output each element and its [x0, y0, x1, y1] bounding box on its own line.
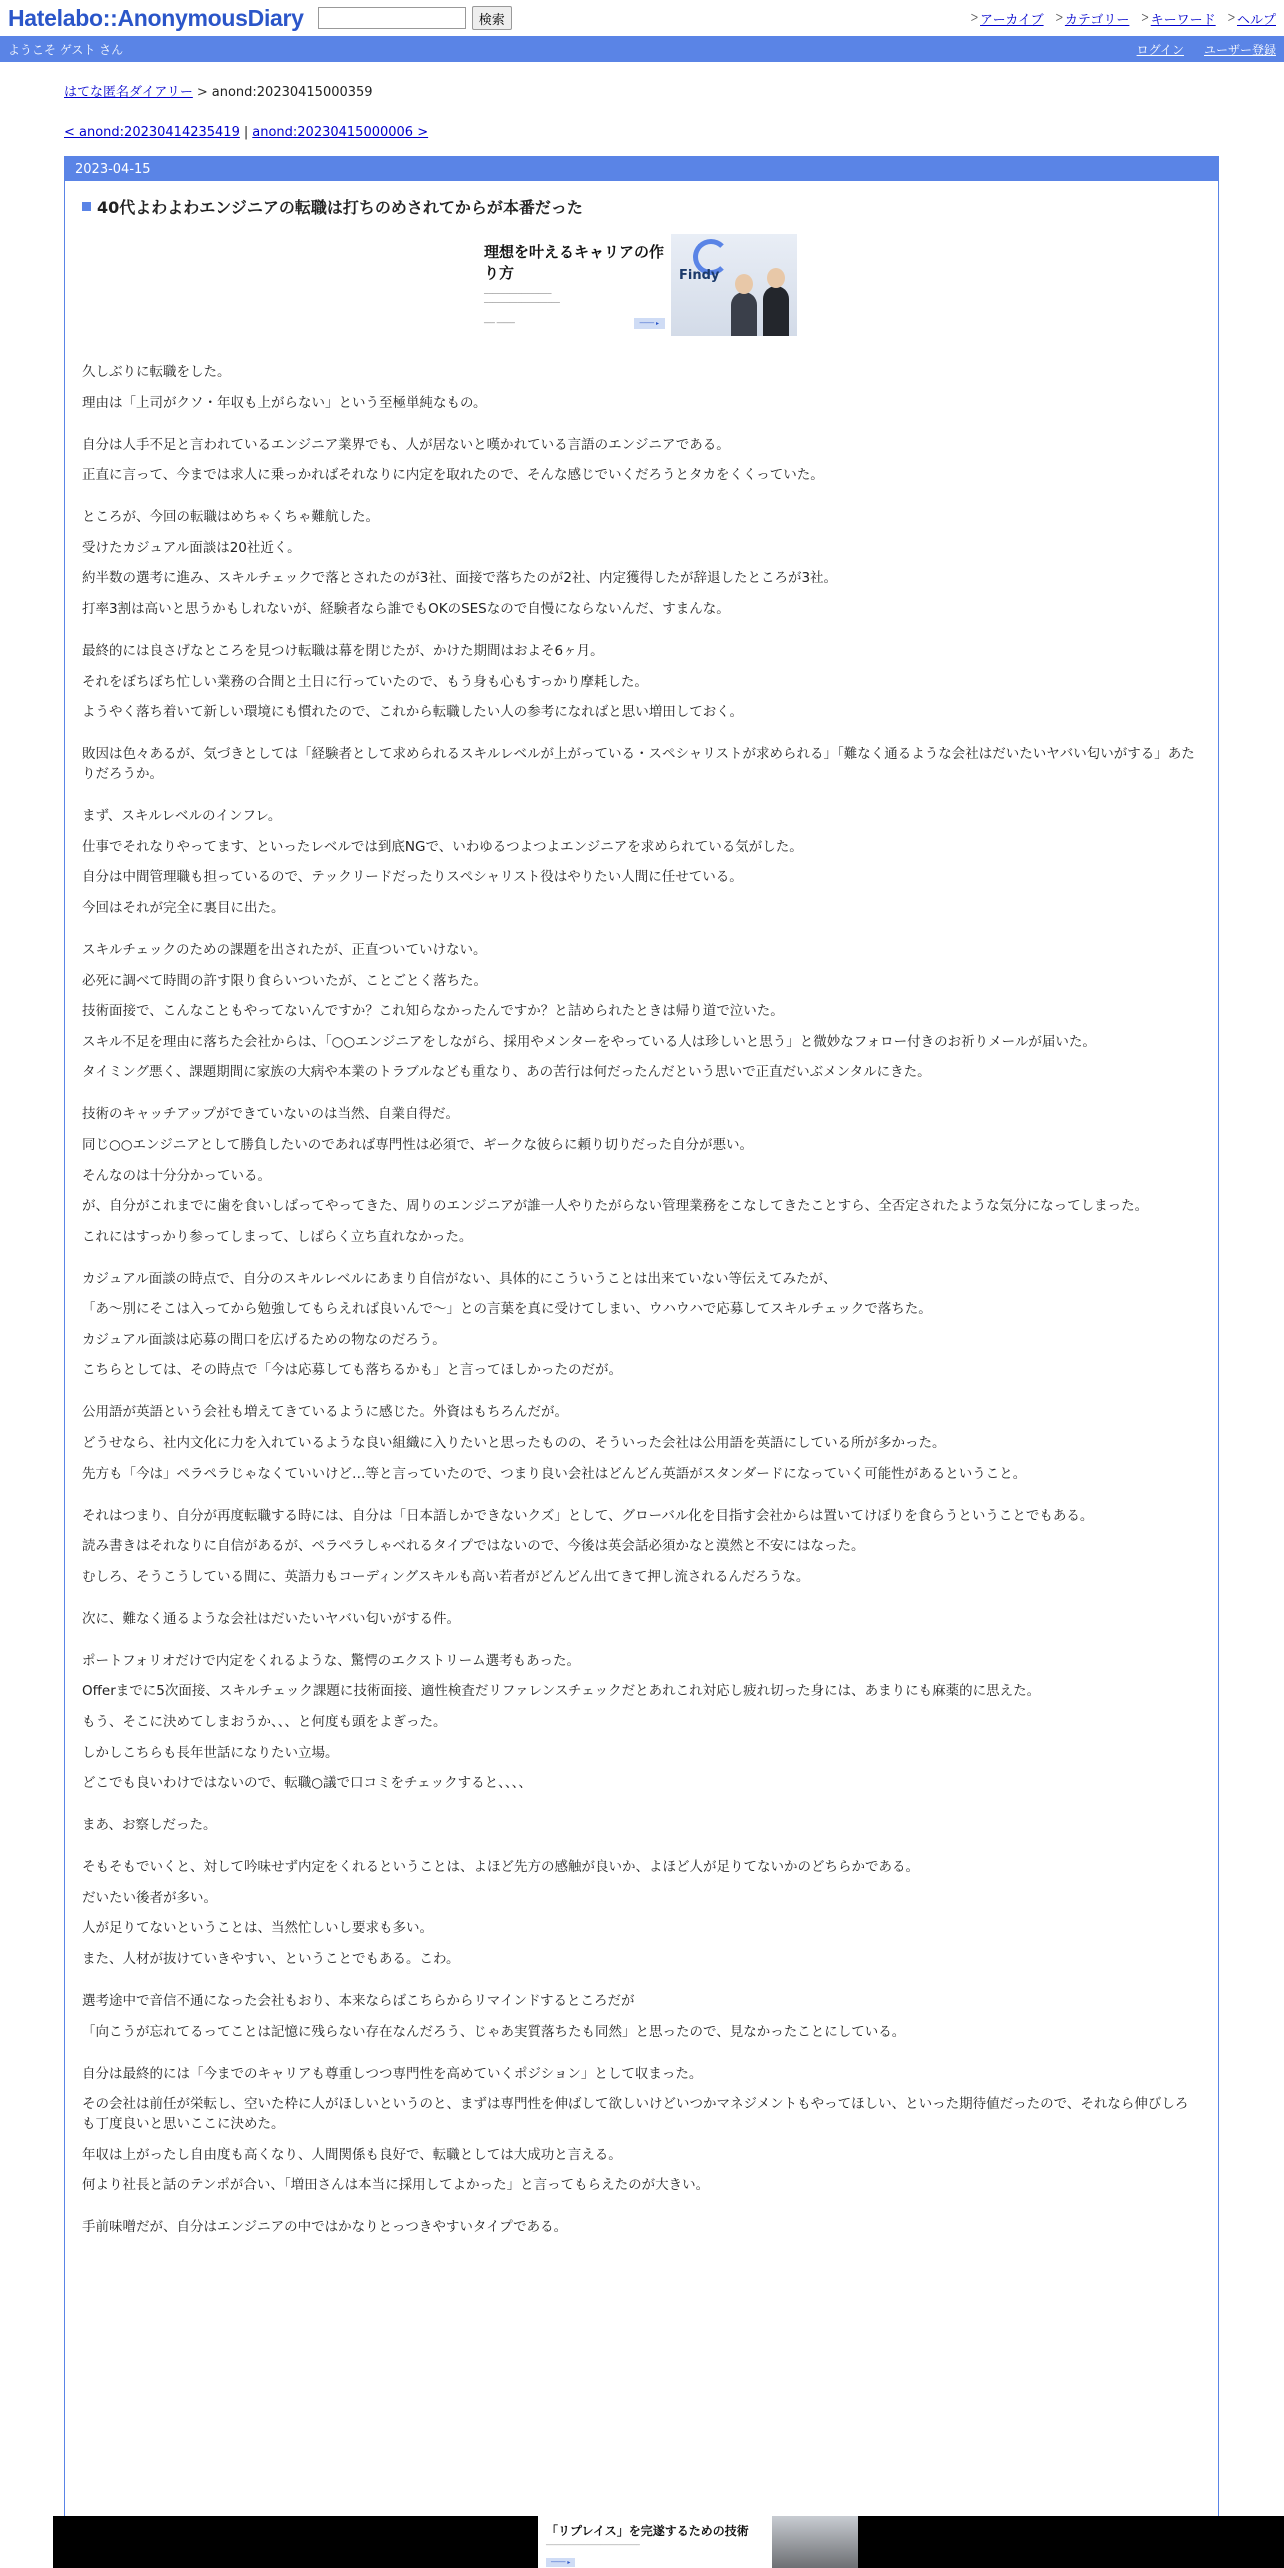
entry-paragraph: 今回はそれが完全に裏目に出た。: [82, 899, 285, 916]
entry-paragraph: 必死に調べて時間の許す限り食らいついたが、ことごとく落ちた。: [82, 972, 487, 989]
entry-paragraph: むしろ、そうこうしている間に、英語力もコーディングスキルも高い若者がどんどん出てきて押し流されるんだろうな。: [82, 1568, 810, 1585]
entry-paragraph: カジュアル面談の時点で、自分のスキルレベルにあまり自信がない、具体的にこういうことは出来ていない等伝えてみたが、: [82, 1270, 837, 1287]
register-link[interactable]: ユーザー登録: [1203, 42, 1276, 57]
user-bar: [0, 36, 1284, 62]
entry-paragraph: 「あ〜別にそこは入ってから勉強してもらえれば良いんで〜」との言葉を真に受けてしまい、ウハウハで応募してスキルチェックで落ちた。: [82, 1301, 932, 1318]
entry-paragraph: 読み書きはそれなりに自信があるが、ペラペラしゃべれるタイプではないので、今後は英会話必須かなと漠然と不安にはなった。: [82, 1538, 865, 1555]
entry-paragraph: 敗因は色々あるが、気づきとしては「経験者として求められるスキルレベルが上がっている・スペシャリストが求められる」「難なく通るような会社はだいたいヤバい匂いがする」あたりだろうか。: [82, 746, 1195, 783]
day-date: 2023-04-15: [65, 157, 1218, 181]
bottom-ad[interactable]: [538, 2516, 858, 2568]
entry-paragraph: 人が足りてないということは、当然忙しいし要求も多い。: [82, 1920, 433, 1937]
search-button[interactable]: 検索: [472, 6, 512, 30]
square-bullet-icon: [82, 202, 91, 211]
entry-paragraph: 打率3割は高いと思うかもしれないが、経験者なら誰でもOKのSESなので自慢にならないんだ、すまんな。: [82, 600, 730, 617]
entry-paragraph: これにはすっかり参ってしまって、しばらく立ち直れなかった。: [82, 1228, 473, 1245]
day-section: [64, 156, 1219, 2567]
nav-help[interactable]: [1228, 9, 1276, 28]
entry-paragraph: そんなのは十分分かっている。: [82, 1167, 271, 1184]
banner-cta-button[interactable]: ──── ▸: [634, 318, 665, 329]
nav-category[interactable]: [1056, 9, 1130, 28]
nav-keyword[interactable]: [1141, 9, 1215, 28]
entry-paragraph: ところが、今回の転職はめちゃくちゃ難航した。: [82, 509, 379, 526]
entry-paragraph: 何より社長と話のテンポが合い、「増田さんは本当に採用してよかった」と言ってもらえたのが大きい。: [82, 2177, 710, 2194]
entry-paragraph: また、人材が抜けていきやすい、ということでもある。こわ。: [82, 1951, 460, 1967]
top-nav: [971, 9, 1276, 28]
chevron-right-icon: ᐳ: [1227, 12, 1235, 24]
entry-paragraph: 受けたカジュアル面談は20社近く。: [82, 539, 301, 556]
bottom-ad-cta-button[interactable]: ──── ▸: [546, 2558, 575, 2567]
entry-paragraph: スキル不足を理由に落ちた会社からは、「○○エンジニアをしながら、採用やメンターをやっている人は珍しいと思う」と微妙なフォロー付きのお祈りメールが届いた。: [82, 1033, 1096, 1050]
chevron-right-icon: ᐳ: [1055, 12, 1063, 24]
entry-paragraph: どうせなら、社内文化に力を入れているような良い組織に入りたいと思ったものの、そういった会社は公用語を英語にしている所が多かった。: [82, 1435, 946, 1452]
banner-subtext-placeholder: ──────────────── ──────────────────: [484, 290, 560, 307]
person-head: [735, 274, 753, 294]
nav-help-link[interactable]: ヘルプ: [1236, 12, 1276, 28]
banner-photo: [671, 234, 797, 336]
entry-paragraph: 約半数の選考に進み、スキルチェックで落とされたのが3社、面接で落ちたのが2社、内定獲得したが辞退したところが3社。: [82, 570, 838, 587]
entry-paragraph: それはつまり、自分が再度転職する時には、自分は「日本語しかできないクズ」として、グローバル化を目指す会社からは置いてけぼりを食らうということでもある。: [82, 1507, 1094, 1524]
person-photo: [731, 292, 757, 336]
entry-paragraph: 正直に言って、今までは求人に乗っかればそれなりに内定を取れたので、そんな感じでいくだろうとタカをくくっていた。: [82, 467, 824, 484]
entry-paragraph: 理由は「上司がクソ・年収も上がらない」という至極単純なもの。: [82, 394, 487, 411]
bottom-ad-strip: [53, 2516, 1284, 2568]
entry-paragraph: ようやく落ち着いて新しい環境にも慣れたので、これから転職したい人の参考になればと思い増田しておく。: [82, 704, 743, 721]
entry-paragraph: それをぼちぼち忙しい業務の合間と土日に行っていたので、もう身も心もすっかり摩耗した。: [82, 673, 648, 690]
breadcrumb-current: anond:20230415000359: [211, 85, 373, 100]
nav-category-link[interactable]: カテゴリー: [1064, 12, 1130, 28]
entry-paragraph: 技術面接で、こんなこともやってないんですか？これ知らなかったんですか？と詰められたときは帰り道で泣いた。: [82, 1003, 784, 1020]
nav-archive[interactable]: [971, 9, 1044, 28]
entry-paragraph: 久しぶりに転職をした。: [82, 364, 231, 380]
nav-archive-link[interactable]: アーカイブ: [980, 12, 1044, 28]
nav-keyword-link[interactable]: キーワード: [1150, 12, 1216, 28]
entry-paragraph: こちらとしては、その時点で「今は応募しても落ちるかも」と言ってほしかったのだが。: [82, 1362, 622, 1379]
entry-pager: [64, 125, 1219, 140]
breadcrumb-root-link[interactable]: はてな匿名ダイアリー: [64, 85, 193, 100]
bottom-ad-text: [538, 2516, 749, 2568]
banner-title: 理想を叶えるキャリアの作り方: [484, 243, 665, 282]
banner-footer-line: ─── ─────: [484, 320, 515, 327]
entry-paragraph: その会社は前任が栄転し、空いた枠に人がほしいというのと、まずは専門性を伸ばして欲しいけどいつかマネジメントもやってほしい、といった期待値だったので、それなら伸びしろも丁度良いと思いここに決めた。: [82, 2096, 1189, 2133]
entry-paragraph: まず、スキルレベルのインフレ。: [82, 808, 282, 825]
site-logo[interactable]: Hatelabo::AnonymousDiary: [8, 4, 304, 31]
entry-paragraph: 公用語が英語という会社も増えてきているように感じた。外資はもちろんだが。: [82, 1404, 568, 1421]
entry-paragraph: 技術のキャッチアップができていないのは当然、自業自得だ。: [82, 1106, 460, 1123]
entry-paragraph: 次に、難なく通るような会社はだいたいヤバい匂いがする件。: [82, 1610, 460, 1627]
entry-title-text: 40代よわよわエンジニアの転職は打ちのめされてからが本番だった: [97, 198, 583, 217]
search-input[interactable]: [318, 7, 466, 29]
entry-paragraph: 自分は人手不足と言われているエンジニア業界でも、人が居ないと嘆かれている言語のエンジニアである。: [82, 436, 730, 453]
banner-footer: [484, 318, 671, 329]
entry-paragraph: ポートフォリオだけで内定をくれるような、驚愕のエクストリーム選考もあった。: [82, 1652, 581, 1669]
breadcrumb: [64, 81, 1219, 100]
entry-paragraph: カジュアル面談は応募の間口を広げるための物なのだろう。: [82, 1331, 446, 1348]
entry-paragraph: 同じ○○エンジニアとして勝負したいのであれば専門性は必須で、ギークな彼らに頼り切りだった自分が悪い。: [82, 1136, 753, 1153]
entry-paragraph: そもそもでいくと、対して吟味せず内定をくれるということは、よほど先方の感触が良いか、よほど人が足りてないかのどちらかである。: [82, 1859, 919, 1876]
bottom-ad-subtext-placeholder: ──────────────────────────: [546, 2542, 640, 2549]
entry-paragraph: 自分は最終的には「今までのキャリアも尊重しつつ専門性を高めていくポジション」として収まった。: [82, 2065, 703, 2082]
entry-body: [82, 362, 1201, 2237]
person-photo: [763, 286, 789, 336]
entry-paragraph: 「向こうが忘れてるってことは記憶に残らない存在なんだろう、じゃあ実質落ちたも同然」と思ったので、見なかったことにしている。: [82, 2023, 906, 2040]
entry-paragraph: だいたい後者が多い。: [82, 1889, 217, 1906]
entry-paragraph: まあ、お察しだった。: [82, 1817, 217, 1834]
banner-text: [482, 234, 671, 336]
entry-paragraph: どこでも良いわけではないので、転職○議で口コミをチェックすると、、、、: [82, 1775, 532, 1792]
entry-paragraph: Offerまでに5次面接、スキルチェック課題に技術面接、適性検査だリファレンスチェックだとあれこれ対応し疲れ切った身には、あまりにも麻薬的に思えた。: [82, 1683, 1041, 1700]
entry-paragraph: 手前味噌だが、自分はエンジニアの中ではかなりとっつきやすいタイプである。: [82, 2219, 568, 2236]
next-entry-link[interactable]: anond:20230415000006 >: [252, 125, 429, 140]
findy-banner-ad[interactable]: [482, 234, 797, 336]
entry-paragraph: 年収は上がったし自由度も高くなり、人間関係も良好で、転職としては大成功と言える。: [82, 2146, 622, 2163]
pager-separator: |: [243, 125, 249, 140]
entry-paragraph: 最終的には良さげなところを見つけ転職は幕を閉じたが、かけた期間はおよそ6ヶ月。: [82, 642, 604, 659]
main-content: [64, 81, 1219, 2567]
findy-logo-text: Findy: [679, 268, 720, 283]
chevron-right-icon: ᐳ: [1141, 12, 1149, 24]
welcome-text: ようこそ ゲスト さん: [8, 42, 124, 57]
bottom-ad-title: 「リプレイス」を完遂するための技術: [546, 2524, 749, 2538]
entry-paragraph: タイミング悪く、課題期間に家族の大病や本業のトラブルなども重なり、あの苦行は何だったんだという思いで正直だいぶメンタルにきた。: [82, 1064, 931, 1081]
chevron-right-icon: ᐳ: [970, 12, 979, 24]
entry-paragraph: しかしこちらも長年世話になりたい立場。: [82, 1744, 339, 1761]
bottom-ad-photo: [772, 2516, 858, 2568]
entry-paragraph: スキルチェックのための課題を出されたが、正直ついていけない。: [82, 941, 487, 958]
breadcrumb-separator: >: [196, 85, 208, 100]
entry-paragraph: 先方も「今は」ペラペラじゃなくていいけど…等と言っていたので、つまり良い会社はどんどん英語がスタンダードになっていく可能性があるということ。: [82, 1465, 1027, 1482]
entry-paragraph: が、自分がこれまでに歯を食いしばってやってきた、周りのエンジニアが誰一人やりたがらない管理業務をこなしてきたことすら、全否定されたような気分になってしまった。: [82, 1198, 1149, 1215]
entry-paragraph: もう、そこに決めてしまおうか、、、と何度も頭をよぎった。: [82, 1714, 447, 1731]
login-link[interactable]: ログイン: [1136, 42, 1184, 57]
entry-paragraph: 自分は中間管理職も担っているので、テックリードだったりスペシャリスト役はやりたい人間に任せている。: [82, 869, 743, 886]
entry-paragraph: 仕事でそれなりやってます、といったレベルでは到底NGで、いわゆるつよつよエンジニアを求められている気がした。: [82, 838, 803, 855]
top-header: [0, 0, 1284, 36]
entry-title[interactable]: [82, 195, 1201, 218]
person-head: [767, 268, 785, 288]
entry-paragraph: 選考途中で音信不通になった会社もおり、本来ならばこちらからリマインドするところだが: [82, 1993, 635, 2009]
prev-entry-link[interactable]: < anond:20230414235419: [64, 125, 240, 140]
entry: [65, 181, 1218, 2237]
